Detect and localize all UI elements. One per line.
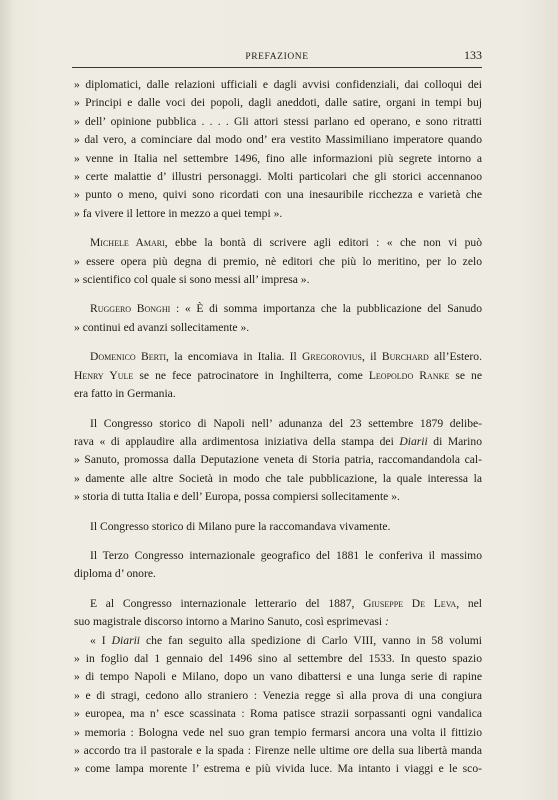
text-line: » storia di tutta Italia e dell’ Europa, possa compiersi sollecitamente ». — [74, 490, 400, 504]
paragraph-congresso-geografico — [74, 547, 482, 584]
text-line: » Sanuto, promossa dalla Deputazione veneta di Storia patria, raccomandandola cal- — [74, 453, 482, 467]
text-line: » punto o meno, quivi sono ricordati con una inesauribile ricchezza e varietà che — [74, 188, 482, 202]
text-line: Il Congresso storico di Napoli nell’ adunanza del 23 settembre 1879 delibe- — [90, 416, 482, 430]
person-name: Ruggero Bonghi — [90, 302, 171, 316]
paragraph-congresso-milano: Il Congresso storico di Milano pure la raccomandava vivamente. — [90, 519, 391, 533]
person-name: Domenico Berti, — [90, 350, 169, 364]
text-line: » europea, ma n’ esce scassinata : Roma patisce strazii sorpassanti ogni vandalica — [74, 707, 482, 721]
paragraph-quote-diarii — [74, 632, 482, 779]
page-header — [72, 48, 482, 66]
text-line: » Principi e dalle voci dei popoli, dagli aneddoti, dalle satire, organi in tempi buj — [74, 96, 482, 110]
text-line: » e di stragi, cedono allo straniero : Venezia regge sì alla prova di una congiura — [74, 688, 482, 702]
header-rule — [72, 67, 482, 68]
page-body — [74, 76, 482, 779]
paragraph-quote-continuation — [74, 76, 482, 223]
person-name: Leopoldo Ranke — [368, 368, 450, 382]
text-line: Domenico Berti, la encomiava in Italia. Il Gregorovius, il Burchard all’Estero. — [90, 350, 482, 364]
text-line: » accordo tra il pastorale e la spada : Firenze nelle ultime ore della sua libertà manda — [74, 744, 482, 757]
paragraph-berti — [74, 348, 482, 403]
text-line: Il Terzo Congresso internazionale geografico del 1881 le conferiva il massimo — [90, 548, 482, 562]
paragraph-congresso-napoli — [74, 415, 482, 507]
text-line: » damente alle altre Società in modo che tale pubblicazione, la quale interessa la — [74, 471, 482, 485]
text-line: » di tempo Napoli e Milano, dopo un vano dibattersi e una lunga serie di rapine — [74, 670, 482, 684]
text-line: » dell’ opinione pubblica . . . . Gli attori stessi parlano ed operano, e sono ritratti — [74, 114, 482, 128]
text-line: » essere opera più degna di premio, nè editori che più lo meritino, per lo zelo — [74, 254, 482, 268]
text-line: » dal vero, a cominciare dal modo ond’ era vestito Massimiliano imperatore quando — [74, 133, 482, 147]
text-line: » certe malattie d’ illustri personaggi. Molti particolari che gli storici accennanoo — [74, 170, 482, 184]
text-line: suo magistrale discorso intorno a Marino Sanuto, così esprimevasi : — [74, 615, 389, 629]
paragraph-bonghi — [74, 300, 482, 337]
person-name: Michele Amari, — [90, 236, 168, 250]
person-name: Burchard — [381, 350, 429, 364]
text-line: » memoria : Bologna vede nel suo gran tempio fermarsi ancora una volta il fittizio — [74, 725, 482, 739]
text-line: » continui ed avanzi sollecitamente ». — [74, 320, 250, 334]
person-name: Giuseppe De Leva, — [363, 596, 460, 610]
text-line: » come lampa morente l’ estrema e più vivida luce. Ma intanto i viaggi e le sco- — [74, 762, 482, 776]
text-line: « I Diarii che fan seguito alla spedizione di Carlo VIII, vanno in 58 volumi — [90, 633, 482, 647]
text-line: diploma d’ onore. — [74, 567, 156, 581]
text-line: era fatto in Germania. — [74, 387, 176, 401]
text-line: » fa vivere il lettore in mezzo a quei tempi ». — [74, 206, 283, 220]
text-line: Henry Yule se ne fece patrocinatore in Inghilterra, come Leopoldo Ranke se ne — [74, 368, 482, 382]
running-title: PREFAZIONE — [245, 52, 309, 62]
text-line: Michele Amari, ebbe la bontà di scrivere agli editori : « che non vi può — [90, 236, 483, 250]
paragraph-de-leva — [74, 595, 482, 632]
person-name: Gregorovius, — [302, 350, 365, 364]
text-line: Ruggero Bonghi : « È di somma importanza che la pubblicazione del Sanudo — [90, 302, 482, 316]
person-name: Henry Yule — [74, 368, 134, 382]
text-line: E al Congresso internazionale letterario del 1887, Giuseppe De Leva, nel — [90, 596, 482, 610]
page-number: 133 — [464, 48, 482, 62]
text-line: » venne in Italia nel settembre 1496, fino alle informazioni più segrete intorno a — [74, 151, 482, 165]
paragraph-amari — [74, 234, 482, 289]
text-line: » diplomatici, dalle relazioni ufficiali e dagli avvisi confidenziali, dai colloqui dei — [74, 78, 482, 91]
text-line: rava « di applaudire alla ardimentosa iniziativa della stampa dei Diarii di Marino — [74, 434, 482, 448]
text-line: » in foglio dal 1 gennaio del 1496 sino al settembre del 1533. In questo spazio — [74, 651, 482, 665]
text-line: » scientifico col quale si sono messi all’ impresa ». — [74, 273, 310, 287]
